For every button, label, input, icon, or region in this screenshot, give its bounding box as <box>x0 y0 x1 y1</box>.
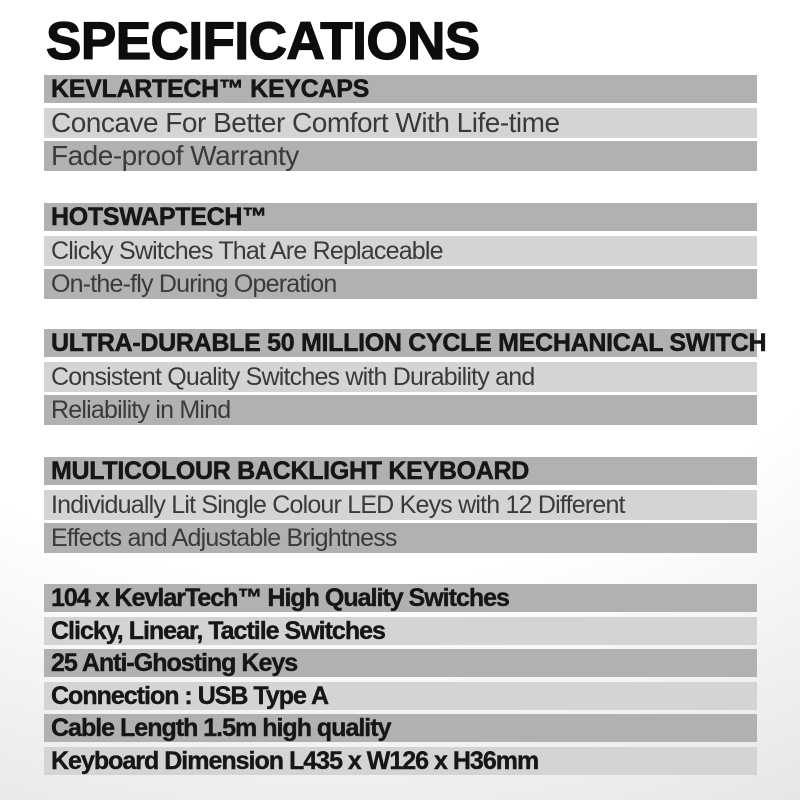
spec-list-item: Keyboard Dimension L435 x W126 x H36mm <box>44 747 757 775</box>
section-detail-line: Concave For Better Comfort With Life-time <box>44 108 757 138</box>
section-detail-line: On-the-fly During Operation <box>44 269 757 299</box>
section-heading-durable: ULTRA-DURABLE 50 MILLION CYCLE MECHANICAL SWITCH <box>44 329 757 357</box>
spec-list-item: Cable Length 1.5m high quality <box>44 714 757 742</box>
spec-list-item: Connection : USB Type A <box>44 682 757 710</box>
section-detail-line: Consistent Quality Switches with Durability and <box>44 362 757 392</box>
section-detail-line: Individually Lit Single Colour LED Keys with 12 Different <box>44 490 757 520</box>
section-heading-hotswap: HOTSWAPTECH™ <box>44 203 757 231</box>
spec-list-item: 104 x KevlarTech™ High Quality Switches <box>44 584 757 612</box>
section-detail-line: Effects and Adjustable Brightness <box>44 523 757 553</box>
section-heading-keycaps: KEVLARTECH™ KEYCAPS <box>44 75 757 103</box>
section-heading-backlight: MULTICOLOUR BACKLIGHT KEYBOARD <box>44 457 757 485</box>
section-detail-line: Reliability in Mind <box>44 395 757 425</box>
spec-list-item: 25 Anti-Ghosting Keys <box>44 649 757 677</box>
page-title: SPECIFICATIONS <box>46 12 480 71</box>
section-detail-line: Clicky Switches That Are Replaceable <box>44 236 757 266</box>
section-detail-line: Fade-proof Warranty <box>44 141 757 171</box>
spec-list-item: Clicky, Linear, Tactile Switches <box>44 617 757 645</box>
